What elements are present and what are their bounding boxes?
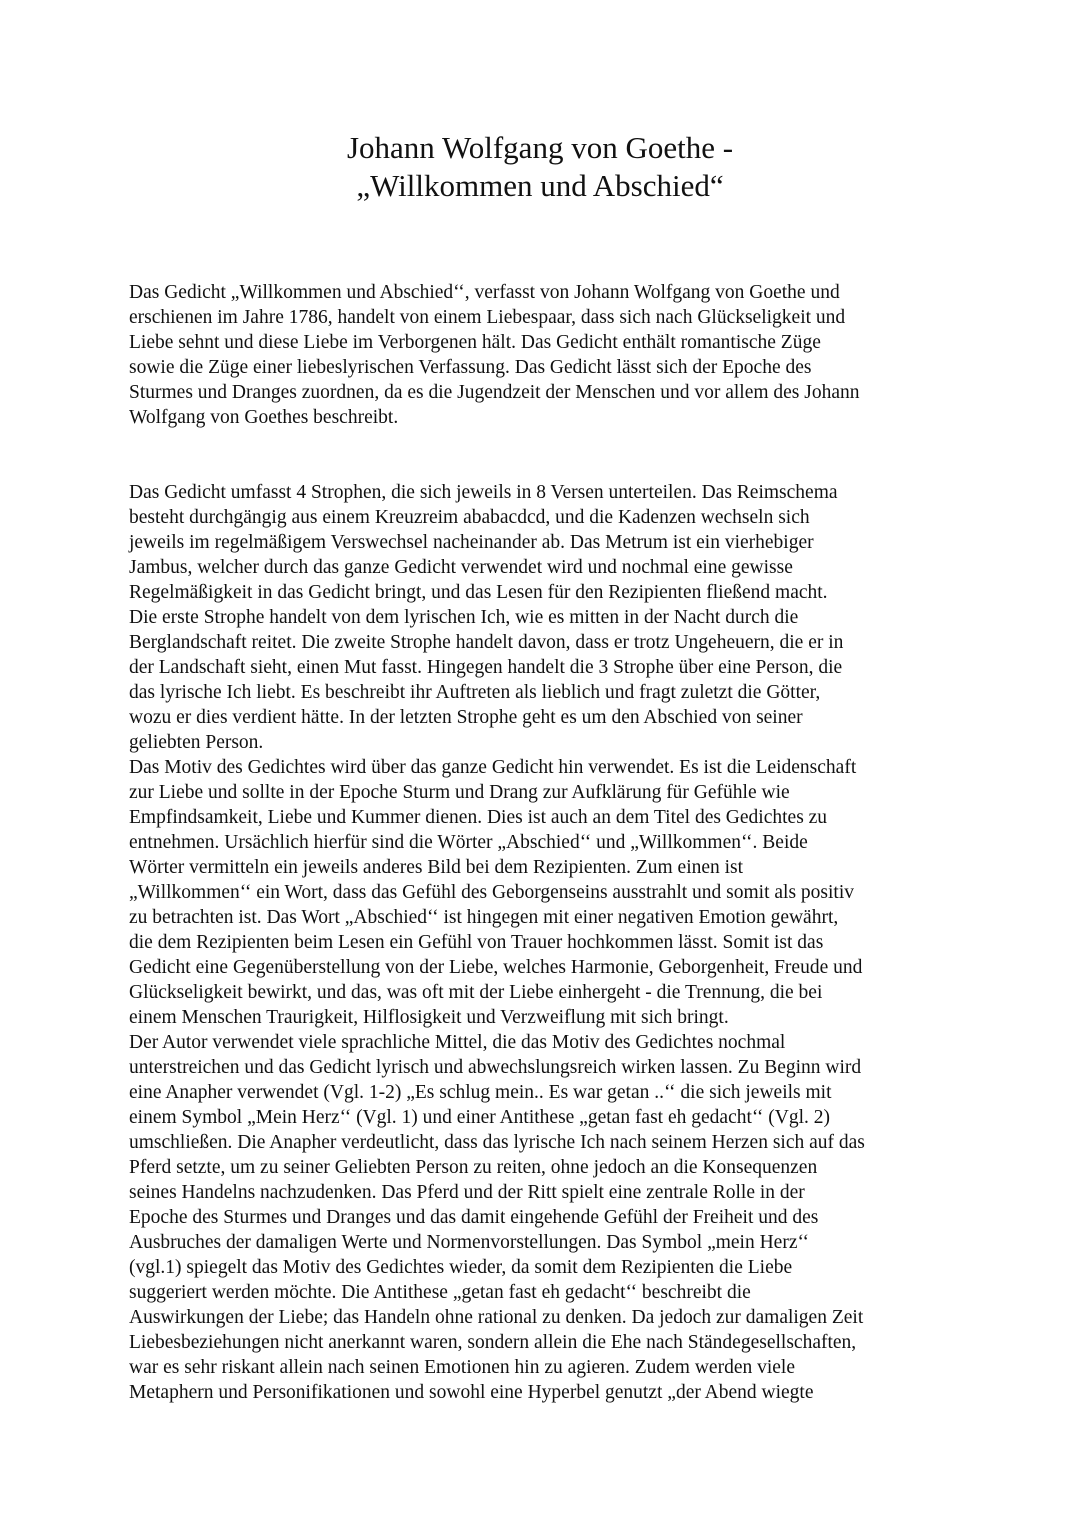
text-line: (vgl.1) spiegelt das Motiv des Gedichtes wieder, da somit dem Rezipienten die Liebe [129,1257,793,1278]
text-line: Jambus, welcher durch das ganze Gedicht verwendet wird und nochmal eine gewisse [129,557,793,578]
text-line: Pferd setzte, um zu seiner Geliebten Person zu reiten, ohne jedoch an die Konsequenzen [129,1157,818,1178]
text-line: einem Symbol „Mein Herz‘‘ (Vgl. 1) und einer Antithese „getan fast eh gedacht‘‘ (Vgl. 2) [129,1107,831,1128]
text-line: „Willkommen‘‘ ein Wort, dass das Gefühl des Geborgenseins ausstrahlt und somit als positiv [129,882,854,903]
document-title [0,129,1080,205]
text-line: Wörter vermitteln ein jeweils anderes Bild bei dem Rezipienten. Zum einen ist [129,857,744,878]
title-line: „Willkommen und Abschied“ [356,168,724,203]
text-line: seines Handelns nachzudenken. Das Pferd und der Ritt spielt eine zentrale Rolle in der [129,1182,805,1203]
text-line: erschienen im Jahre 1786, handelt von einem Liebespaar, dass sich nach Glückseligkeit und [129,307,846,328]
text-line: Das Gedicht „Willkommen und Abschied‘‘, verfasst von Johann Wolfgang von Goethe und [129,282,840,303]
text-line: Liebe sehnt und diese Liebe im Verborgenen hält. Das Gedicht enthält romantische Züge [129,332,821,353]
text-line: Empfindsamkeit, Liebe und Kummer dienen. Dies ist auch an dem Titel des Gedichtes zu [129,807,828,828]
text-line: suggeriert werden möchte. Die Antithese „getan fast eh gedacht‘‘ beschreibt die [129,1282,751,1303]
text-line: eine Anapher verwendet (Vgl. 1-2) „Es schlug mein.. Es war getan ..‘‘ die sich jeweils mit [129,1082,832,1103]
text-line: die dem Rezipienten beim Lesen ein Gefühl von Trauer hochkommen lässt. Somit ist das [129,932,824,953]
text-line: sowie die Züge einer liebeslyrischen Verfassung. Das Gedicht lässt sich der Epoche des [129,357,812,378]
text-line: Die erste Strophe handelt von dem lyrischen Ich, wie es mitten in der Nacht durch die [129,607,799,628]
paragraph-analysis [129,480,959,1405]
text-line: Das Motiv des Gedichtes wird über das ganze Gedicht hin verwendet. Es ist die Leidenschaft [129,757,857,778]
text-line: jeweils im regelmäßigem Verswechsel nacheinander ab. Das Metrum ist ein vierhebiger [129,532,814,553]
text-line: entnehmen. Ursächlich hierfür sind die Wörter „Abschied‘‘ und „Willkommen‘‘. Beide [129,832,808,853]
text-line: Metaphern und Personifikationen und sowohl eine Hyperbel genutzt „der Abend wiegte [129,1382,814,1403]
text-line: Der Autor verwendet viele sprachliche Mittel, die das Motiv des Gedichtes nochmal [129,1032,786,1053]
text-line: Berglandschaft reitet. Die zweite Strophe handelt davon, dass er trotz Ungeheuern, die er in [129,632,844,653]
text-line: umschließen. Die Anapher verdeutlicht, dass das lyrische Ich nach seinem Herzen sich auf das [129,1132,865,1153]
text-line: Auswirkungen der Liebe; das Handeln ohne rational zu denken. Da jedoch zur damaligen Zeit [129,1307,864,1328]
text-line: war es sehr riskant allein nach seinen Emotionen hin zu agieren. Zudem werden viele [129,1357,796,1378]
text-line: zu betrachten ist. Das Wort „Abschied‘‘ ist hingegen mit einer negativen Emotion gewährt, [129,907,839,928]
text-line: wozu er dies verdient hätte. In der letzten Strophe geht es um den Abschied von seiner [129,707,803,728]
text-line: Sturmes und Dranges zuordnen, da es die Jugendzeit der Menschen und vor allem des Johann [129,382,860,403]
text-line: Liebesbeziehungen nicht anerkannt waren, sondern allein die Ehe nach Ständegesellschaften, [129,1332,857,1353]
text-line: Das Gedicht umfasst 4 Strophen, die sich jeweils in 8 Versen unterteilen. Das Reimschema [129,482,838,503]
text-line: unterstreichen und das Gedicht lyrisch und abwechslungsreich wirken lassen. Zu Beginn wird [129,1057,862,1078]
text-line: einem Menschen Traurigkeit, Hilflosigkeit und Verzweiflung mit sich bringt. [129,1007,729,1028]
text-line: zur Liebe und sollte in der Epoche Sturm und Drang zur Aufklärung für Gefühle wie [129,782,790,803]
text-line: Gedicht eine Gegenüberstellung von der Liebe, welches Harmonie, Geborgenheit, Freude und [129,957,863,978]
text-line: der Landschaft sieht, einen Mut fasst. Hingegen handelt die 3 Strophe über eine Person, die [129,657,843,678]
text-line: Epoche des Sturmes und Dranges und das damit eingehende Gefühl der Freiheit und des [129,1207,819,1228]
text-line: das lyrische Ich liebt. Es beschreibt ihr Auftreten als lieblich und fragt zuletzt die Götter, [129,682,821,703]
text-line: Wolfgang von Goethes beschreibt. [129,407,399,428]
text-line: Regelmäßigkeit in das Gedicht bringt, und das Lesen für den Rezipienten fließend macht. [129,582,828,603]
paragraph-introduction [129,280,959,430]
text-line: Glückseligkeit bewirkt, und das, was oft mit der Liebe einhergeht - die Trennung, die bei [129,982,823,1003]
text-line: besteht durchgängig aus einem Kreuzreim ababacdcd, und die Kadenzen wechseln sich [129,507,810,528]
title-line: Johann Wolfgang von Goethe - [346,130,734,165]
text-line: Ausbruches der damaligen Werte und Normenvorstellungen. Das Symbol „mein Herz‘‘ [129,1232,810,1253]
text-line: geliebten Person. [129,732,264,753]
